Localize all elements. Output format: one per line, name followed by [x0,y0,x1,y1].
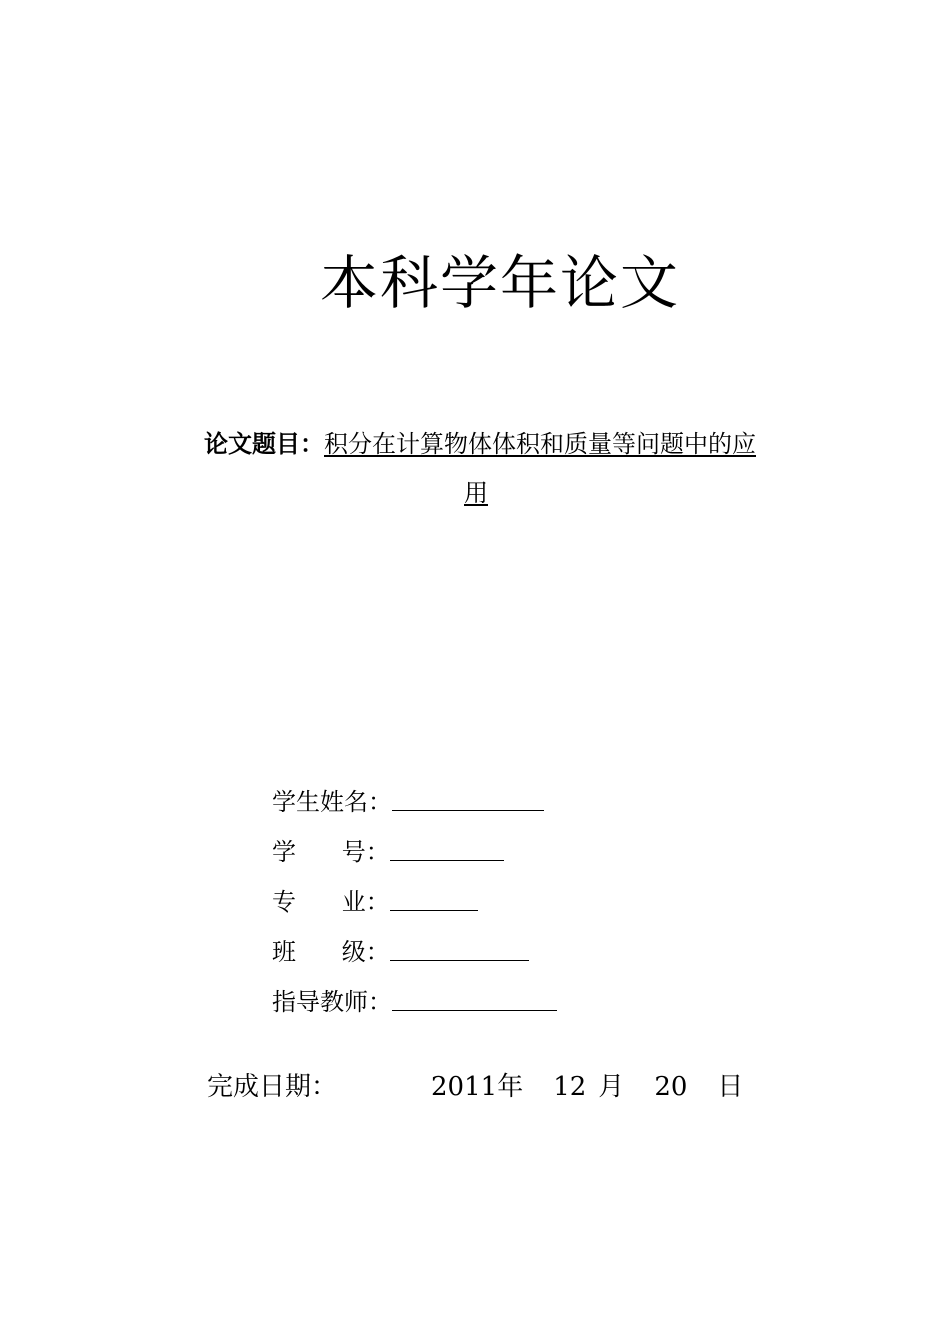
field-class [272,917,557,967]
field-label: 指导教师： [272,988,392,1016]
date-year: 2011 [431,1072,498,1102]
class-blank[interactable] [390,938,529,961]
topic-value-line-2: 用 [464,479,488,507]
major-blank[interactable] [390,888,478,911]
student-id-blank[interactable] [390,838,504,861]
date-year-unit: 年 [497,1072,524,1102]
thesis-topic [204,420,814,518]
document-title: 本科学年论文 [319,249,680,317]
advisor-blank[interactable] [392,988,557,1011]
field-student-name [272,767,557,817]
student-name-blank[interactable] [392,788,544,811]
field-advisor [272,967,557,1017]
date-day-unit: 日 [717,1072,744,1102]
completion-date [207,1066,743,1103]
date-month-unit: 月 [598,1072,625,1102]
field-label: 专 业： [272,888,390,916]
topic-line-1 [204,420,814,469]
field-student-id [272,817,557,867]
field-label: 学 号： [272,838,390,866]
student-info-fields [272,767,557,1017]
date-label: 完成日期： [207,1072,338,1102]
field-major [272,867,557,917]
field-label: 学生姓名： [272,788,392,816]
topic-value-line-1: 积分在计算物体体积和质量等问题中的应 [324,430,756,458]
date-month: 12 [553,1072,587,1102]
topic-label: 论文题目： [204,430,324,458]
field-label: 班 级： [272,938,390,966]
date-day: 20 [654,1072,688,1102]
topic-line-2 [204,469,814,518]
